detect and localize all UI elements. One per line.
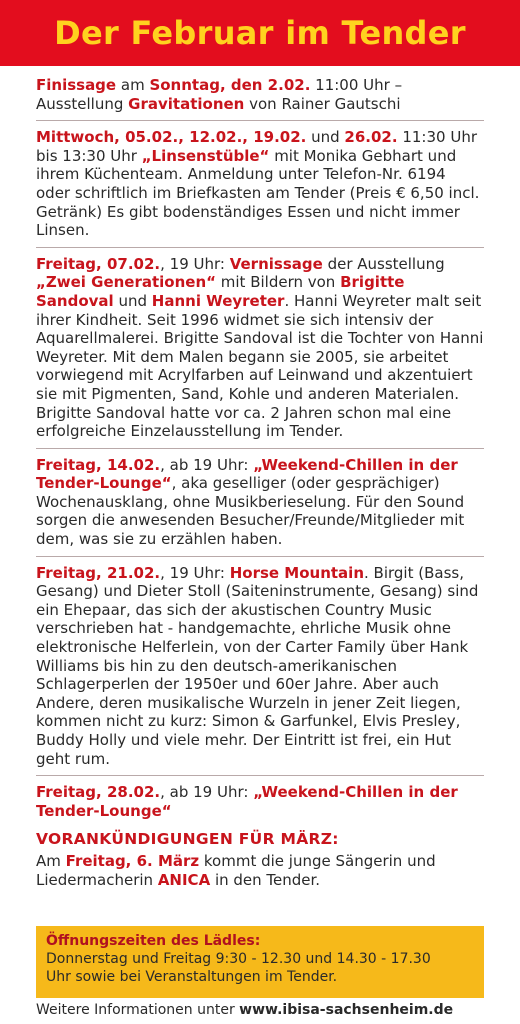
event-date: Sonntag, den 2.02. bbox=[149, 76, 311, 94]
page-title: Der Februar im Tender bbox=[54, 14, 466, 52]
preview-heading: VORANKÜNDIGUNGEN FÜR MÄRZ: bbox=[36, 830, 339, 849]
event-date: 26.02. bbox=[344, 128, 398, 147]
artist-name: Hanni Weyreter bbox=[151, 291, 285, 310]
divider bbox=[36, 775, 484, 776]
event-text: , aka geselliger (oder gesprächiger) Wochenausklang, ohne Musikberieselung. Für den Sound sorgen die anwesenden Besucher/Freunde/Mitglieder mit dem, was sie zu erzählen haben. bbox=[36, 474, 465, 549]
event-date: Freitag, 14.02. bbox=[36, 455, 161, 474]
event-label: Finissage bbox=[36, 76, 117, 94]
divider bbox=[36, 120, 484, 121]
event-text: 11:30 Uhr bis 13:30 Uhr bbox=[36, 128, 477, 165]
event-label: Vernissage bbox=[229, 254, 323, 273]
event-linsenstueble bbox=[36, 124, 484, 244]
artist-name: ANICA bbox=[157, 870, 211, 889]
event-vernissage bbox=[36, 251, 484, 445]
opening-hours-title: Öffnungszeiten des Lädles: bbox=[46, 933, 261, 949]
event-text: und bbox=[113, 291, 152, 310]
footer bbox=[36, 1001, 496, 1019]
exhibition-name: „Zwei Generationen“ bbox=[36, 273, 216, 292]
divider bbox=[36, 247, 484, 248]
event-text: , 19 Uhr: bbox=[160, 563, 230, 582]
event-date: Freitag, 21.02. bbox=[36, 563, 161, 582]
event-text: . Birgit (Bass, Gesang) und Dieter Stoll (Saiteninstrumente, Gesang) sind ein Ehepaar, das sich der akustischen Country Music verschrieben hat - handgemachte, ehrliche Musik ohne elektronische Helferlein, von der Carter Family über Hank Williams bis hin zu den deutsch-amerikanischen Schlagerperlen der 1950er und 60er Jahre. Aber auch Andere, deren musikalische Wurzeln in jener Zeit liegen, kommen nicht zu kurz: Simon & Garfunkel, Elvis Presley, Buddy Holly und viele mehr. Der Eintritt ist frei, ein Hut geht rum. bbox=[36, 563, 479, 768]
footer-text: Weitere Informationen unter bbox=[36, 1002, 240, 1018]
event-text: in den Tender. bbox=[210, 870, 321, 889]
event-text: mit Bildern von bbox=[216, 273, 341, 292]
event-name: „Weekend-Chillen in der Tender-Lounge“ bbox=[36, 783, 458, 820]
event-date: Freitag, 28.02. bbox=[36, 783, 161, 802]
event-date: Mittwoch, 05.02., 12.02., 19.02. bbox=[36, 128, 307, 147]
divider bbox=[36, 448, 484, 449]
event-finissage bbox=[36, 72, 484, 117]
event-text: 11:00 Uhr – Ausstellung bbox=[36, 76, 403, 113]
event-text: mit Monika Gebhart und ihrem Küchenteam. Anmeldung unter Telefon-Nr. 6194 oder schriftlich im Briefkasten am Tender (Preis € 6,50 incl. Getränk) Es gibt bodenständiges Essen und nicht immer Linsen. bbox=[36, 146, 480, 240]
event-text: am bbox=[116, 76, 150, 94]
event-text: der Ausstellung bbox=[322, 254, 445, 273]
event-text: von Rainer Gautschi bbox=[244, 94, 401, 113]
opening-hours-line: Uhr sowie bei Veranstaltungen im Tender. bbox=[46, 969, 338, 985]
event-date: Freitag, 07.02. bbox=[36, 254, 161, 273]
event-name: „Weekend-Chillen in der Tender-Lounge“ bbox=[36, 455, 458, 493]
preview-text bbox=[36, 848, 484, 893]
website-link[interactable]: www.ibisa-sachsenheim.de bbox=[239, 1002, 454, 1018]
event-text: und bbox=[306, 128, 345, 147]
event-text: , ab 19 Uhr: bbox=[160, 455, 254, 474]
exhibition-name: Gravitationen bbox=[128, 94, 245, 113]
event-weekend-chillen-2 bbox=[36, 779, 484, 824]
event-text: Am bbox=[36, 852, 66, 871]
opening-hours-box bbox=[36, 926, 484, 998]
event-text: , ab 19 Uhr: bbox=[160, 783, 254, 802]
event-text: , 19 Uhr: bbox=[160, 254, 230, 273]
band-name: Horse Mountain bbox=[229, 563, 365, 582]
title-banner bbox=[0, 0, 520, 66]
divider bbox=[36, 556, 484, 557]
opening-hours-line: Donnerstag und Freitag 9:30 - 12.30 und 14.30 - 17.30 bbox=[46, 951, 431, 967]
artist-name: Brigitte Sandoval bbox=[36, 273, 405, 310]
event-text: kommt die junge Sängerin und Liedermacherin bbox=[36, 852, 436, 889]
event-name: „Linsenstüble“ bbox=[141, 146, 270, 165]
event-horse-mountain bbox=[36, 560, 484, 773]
event-weekend-chillen-1 bbox=[36, 452, 484, 553]
event-date: Freitag, 6. März bbox=[65, 852, 200, 871]
event-text: . Hanni Weyreter malt seit ihrer Kindheit. Seit 1996 widmet sie sich intensiv der Aquarellmalerei. Brigitte Sandoval ist die Tochter von Hanni Weyreter. Mit dem Malen begann sie 2005, sie arbeitet vorwiegend mit Acrylfarben auf Leinwand und akzentuiert sie mit Pigmenten, Sand, Kohle und anderen Materialen. Brigitte Sandoval hatte vor ca. 2 Jahren schon mal eine erfolgreiche Einzelausstellung im Tender. bbox=[36, 291, 484, 441]
event-list bbox=[36, 72, 484, 894]
